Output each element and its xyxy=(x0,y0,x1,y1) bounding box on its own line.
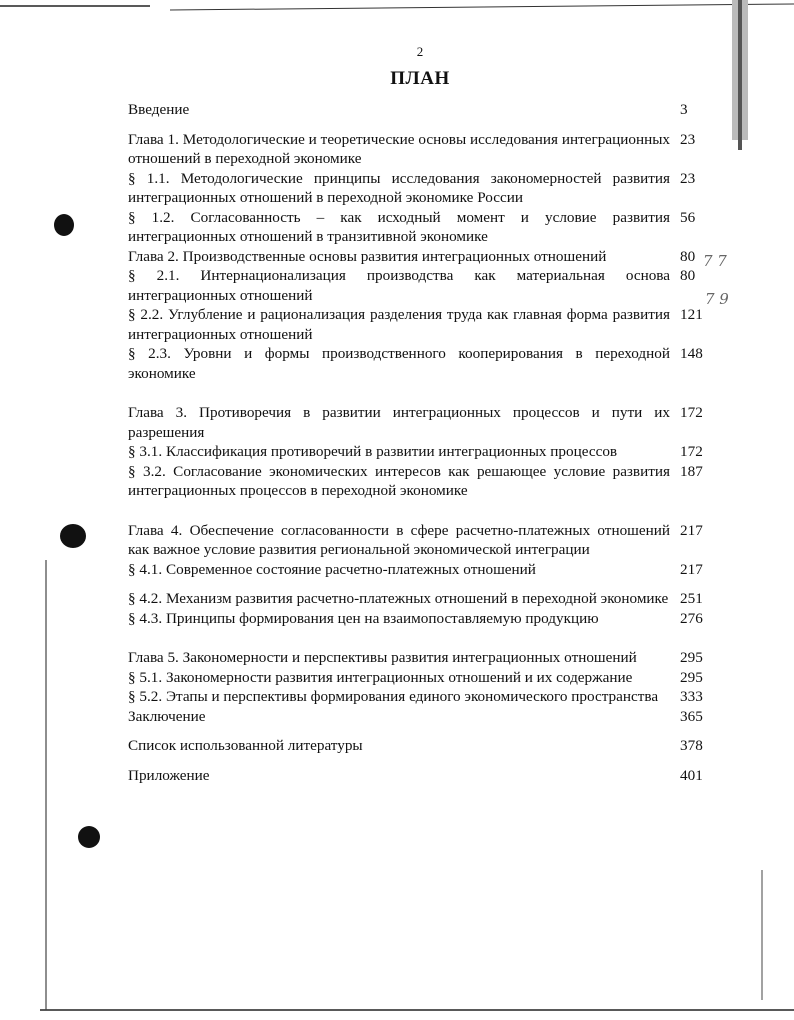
toc-entry-section-2-3 xyxy=(128,344,718,383)
toc-entry-text: Глава 4. Обеспечение согласованности в сфере расчетно-платежных отношений как важное условие развития региональной экономической интеграции xyxy=(128,521,670,558)
toc-entry-appendix xyxy=(128,766,718,786)
toc-entry-text: Список использованной литературы xyxy=(128,737,363,754)
toc-entry-text: § 2.2. Углубление и рационализация разделения труда как главная форма развития интеграционных отношений xyxy=(128,306,670,343)
toc-entry-page: 187 xyxy=(680,462,703,480)
toc-entry-chapter-1 xyxy=(128,130,718,169)
toc-entry-chapter-5 xyxy=(128,648,718,668)
toc-entry-section-2-2 xyxy=(128,305,718,344)
toc-entry-text: Приложение xyxy=(128,766,210,784)
toc-entry-section-4-3 xyxy=(128,609,718,629)
toc-entry-text: § 4.1. Современное состояние расчетно-платежных отношений xyxy=(128,560,536,578)
toc-entry-chapter-4 xyxy=(128,521,718,560)
toc-entry-page: 251 xyxy=(680,590,703,607)
toc-entry-page: 276 xyxy=(680,609,703,627)
toc-entry-page: 172 xyxy=(680,404,703,421)
toc-entry-section-5-1 xyxy=(128,668,718,688)
toc-entry-page: 56 xyxy=(680,208,696,226)
toc-entry-chapter-3 xyxy=(128,403,718,442)
toc-entry-text: Введение xyxy=(128,101,190,118)
toc-entry-section-3-2 xyxy=(128,462,718,501)
handwritten-note: 7 9 xyxy=(705,290,729,308)
table-of-contents xyxy=(128,100,718,785)
toc-entry-page: 23 xyxy=(680,130,696,148)
page-number: 2 xyxy=(416,44,424,59)
toc-entry-page: 23 xyxy=(680,169,696,187)
toc-entry-text: § 4.2. Механизм развития расчетно-платежных отношений в переходной экономике xyxy=(128,590,669,607)
toc-entry-section-2-1 xyxy=(128,266,718,305)
toc-entry-section-4-2 xyxy=(128,589,718,609)
toc-entry-page: 295 xyxy=(680,668,703,686)
toc-entry-text: § 3.1. Классификация противоречий в развитии интеграционных процессов xyxy=(128,443,618,460)
toc-entry-text: § 5.1. Закономерности развития интеграционных отношений и их содержание xyxy=(128,668,633,686)
toc-entry-section-1-2 xyxy=(128,208,718,247)
toc-entry-text: § 1.1. Методологические принципы исследования закономерностей развития интеграционных отношений в переходной экономике России xyxy=(128,169,670,206)
toc-entry-text: § 5.2. Этапы и перспективы формирования единого экономического пространства xyxy=(128,688,659,705)
toc-entry-text: § 2.1. Интернационализация производства как материальная основа интеграционных отношений xyxy=(128,267,670,304)
page-title: ПЛАН xyxy=(390,68,450,89)
toc-entry-page: 401 xyxy=(680,766,703,784)
toc-entry-text: Глава 3. Противоречия в развитии интеграционных процессов и пути их разрешения xyxy=(128,404,670,441)
toc-entry-section-1-1 xyxy=(128,169,718,208)
toc-entry-page: 148 xyxy=(680,345,703,362)
toc-entry-section-3-1 xyxy=(128,442,718,462)
toc-entry-section-5-2 xyxy=(128,687,718,707)
toc-entry-page: 365 xyxy=(680,707,703,725)
toc-entry-text: Глава 5. Закономерности и перспективы развития интеграционных отношений xyxy=(128,649,637,666)
toc-entry-page: 80 xyxy=(680,267,696,284)
toc-entry-page: 378 xyxy=(680,737,703,754)
toc-entry-introduction xyxy=(128,100,718,120)
toc-entry-bibliography xyxy=(128,736,718,756)
toc-entry-page: 172 xyxy=(680,443,703,460)
toc-entry-page: 217 xyxy=(680,521,703,539)
punch-hole-mark xyxy=(78,826,100,848)
toc-entry-chapter-2 xyxy=(128,247,718,267)
toc-entry-page: 121 xyxy=(680,306,703,323)
toc-entry-text: Глава 2. Производственные основы развития интеграционных отношений xyxy=(128,247,607,265)
toc-entry-page: 3 xyxy=(680,101,688,118)
toc-entry-conclusion xyxy=(128,707,718,727)
toc-entry-text: Глава 1. Методологические и теоретические основы исследования интеграционных отношений в переходной экономике xyxy=(128,130,670,167)
toc-entry-page: 295 xyxy=(680,649,703,666)
punch-hole-mark xyxy=(60,524,86,548)
toc-entry-text: § 2.3. Уровни и формы производственного кооперирования в переходной экономике xyxy=(128,345,670,382)
toc-entry-text: Заключение xyxy=(128,707,206,725)
toc-entry-text: § 3.2. Согласование экономических интересов как решающее условие развития интеграционных процессов в переходной экономике xyxy=(128,462,670,499)
punch-hole-mark xyxy=(54,214,74,236)
handwritten-note: 7 7 xyxy=(703,252,727,270)
toc-entry-page: 333 xyxy=(680,688,703,705)
toc-entry-text: § 1.2. Согласованность – как исходный момент и условие развития интеграционных отношений в транзитивной экономике xyxy=(128,208,670,245)
toc-entry-section-4-1 xyxy=(128,560,718,580)
toc-entry-text: § 4.3. Принципы формирования цен на взаимопоставляемую продукцию xyxy=(128,609,599,627)
toc-entry-page: 217 xyxy=(680,560,703,578)
toc-entry-page: 80 xyxy=(680,247,696,265)
